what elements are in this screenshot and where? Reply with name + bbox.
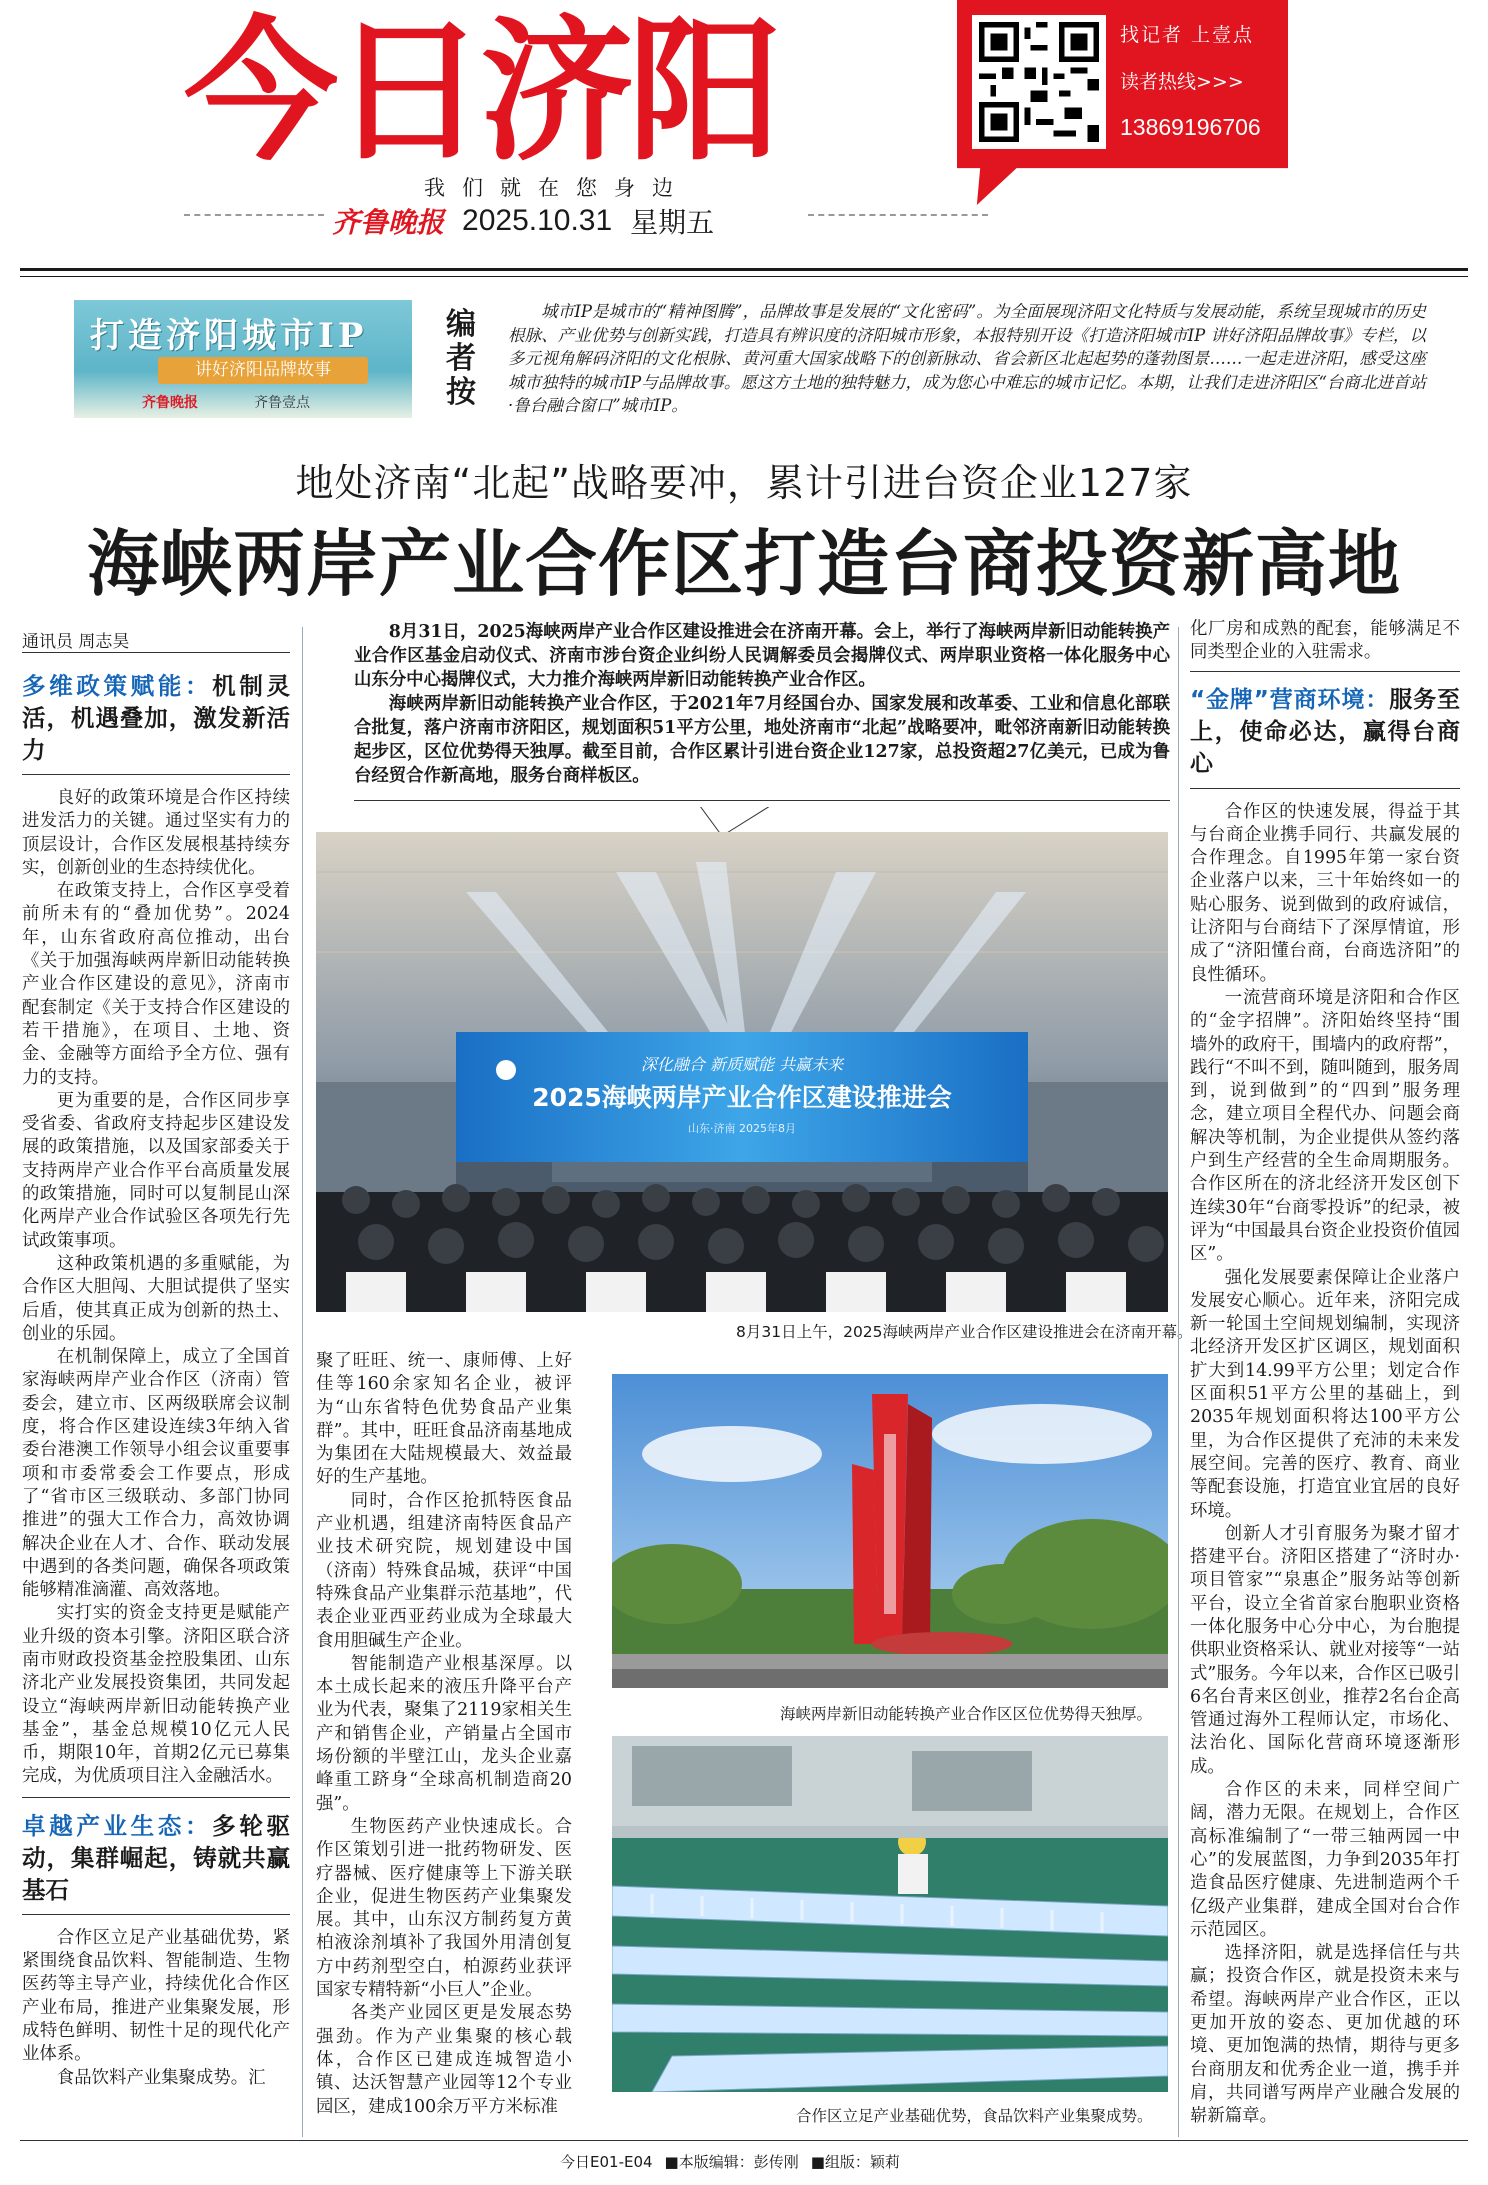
divider — [184, 214, 324, 216]
weekday: 星期五 — [630, 206, 715, 239]
editor-note-label: 编者按 — [446, 307, 476, 410]
byline: 通讯员 周志昊 — [22, 632, 130, 652]
column-subtitle: 讲好济阳品牌故事 — [158, 357, 368, 384]
paper-name: 齐鲁晚报 — [332, 206, 445, 239]
app-logo: 齐鲁壹点 — [254, 395, 310, 411]
subhead-rest: 服务至上，使命必达，赢得台商心 — [1190, 686, 1461, 777]
subhead-lead: 卓越产业生态： — [22, 1811, 213, 1840]
column-3 — [1190, 618, 1460, 2129]
subhead-lead: 多维政策赋能： — [22, 672, 213, 700]
slogan: 我们就在您身边 — [424, 176, 690, 200]
divider — [20, 268, 1468, 271]
paragraph: 生物医药产业快速成长。合作区策划引进一批药物研发、医疗器械、医疗健康等上下游关联企业，促进生物医药产业集聚发展。其中，山东汉方制药复方黄柏液涂剂填补了我国外用清创复方中药剂型空白，柏源药业获评国家专精特新“小巨人”企业。 — [316, 1816, 572, 2001]
divider — [354, 800, 1170, 801]
screen-slogan: 深化融合 新质赋能 共赢未来 — [640, 1055, 844, 1074]
column-2 — [316, 1350, 572, 2119]
paragraph: 合作区立足产业基础优势，紧紧围绕食品饮料、智能制造、生物医药等主导产业，持续优化合作区产业布局，推进产业集聚发展，形成特色鲜明、韧性十足的现代化产业体系。 — [22, 1927, 290, 2065]
hotline-phone[interactable]: 13869196706 — [1120, 114, 1261, 140]
paragraph: 一流营商环境是济阳和合作区的“金字招牌”。济阳始终坚持“围墙外的政府干，围墙内的政府帮”，践行“不叫不到，随叫随到，服务周到，说到做到”的“四到”服务理念，建立项目全程代办、问题会商解决等机制，为企业提供从签约落户到生产经营的全生命周期服务。合作区所在的济北经济开发区创下连续30年“台商零投诉”的纪录，被评为“中国最具台资企业投资价值园区”。 — [1190, 987, 1460, 1265]
section-subhead — [22, 670, 290, 766]
column-title: 打造济阳城市IP — [90, 316, 368, 356]
paragraph: 强化发展要素保障让企业落户发展安心顺心。近年来，济阳完成新一轮国土空间规划编制，实现济北经济开发区扩区调区，规划面积扩大到14.99平方公里；划定合作区面积51平方公里的基础上，到2035年规划面积将达100平方公里，为合作区提供了充沛的未来发展空间。完善的医疗、教育、商业等配套设施，打造宜业宜居的良好环境。 — [1190, 1267, 1460, 1521]
lead-paragraph: 8月31日，2025海峡两岸产业合作区建设推进会在济南开幕。会上，举行了海峡两岸新旧动能转换产业合作区基金启动仪式、济南市涉台资企业纠纷人民调解委员会揭牌仪式、两岸职业资格一体化服务中心山东分中心揭牌仪式，大力推介海峡两岸新旧动能转换产业合作区。 — [354, 622, 1170, 690]
paragraph: 化厂房和成熟的配套，能够满足不同类型企业的入驻需求。 — [1190, 619, 1460, 663]
divider — [20, 2140, 1468, 2141]
divider — [1190, 671, 1460, 672]
divider — [808, 214, 988, 216]
layout-credit: ■组版：颖莉 — [810, 2153, 900, 2171]
divider — [22, 774, 290, 775]
photo-caption: 合作区立足产业基础优势，食品饮料产业集聚成势。 — [796, 2107, 1153, 2125]
subhead-rest: 机制灵活，机遇叠加，激发新活力 — [22, 672, 291, 764]
column-divider — [302, 627, 303, 2137]
kicker: 地处济南“北起”战略要冲，累计引进台资企业127家 — [295, 461, 1193, 505]
landmark-photo — [612, 1374, 1168, 1688]
paragraph: 同时，合作区抢抓特医食品产业机遇，组建济南特医食品产业技术研究院，规划建设中国（济南）特殊食品城，获评“中国特殊食品产业集群示范基地”，代表企业亚西亚药业成为全球最大食用胆碱生产企业。 — [316, 1490, 572, 1651]
lead-paragraphs — [354, 620, 1170, 788]
hotline-slogan: 找记者 上壹点 — [1120, 24, 1255, 46]
paragraph: 选择济阳，就是选择信任与共赢；投资合作区，就是投资未来与希望。海峡两岸产业合作区，正以更加开放的姿态、更加优越的环境、更加饱满的热情，期待与更多台商朋友和优秀企业一道，携手并肩，共同谱写两岸产业融合发展的崭新篇章。 — [1190, 1943, 1460, 2127]
editor-credit: ■本版编辑：彭传刚 — [664, 2153, 799, 2171]
screen-venue: 山东·济南 2025年8月 — [688, 1122, 796, 1135]
divider — [22, 1914, 290, 1915]
paragraph: 创新人才引育服务为聚才留才搭建平台。济阳区搭建了“济时办·项目管家”“泉惠企”服务站等创新平台，设立全省首家台胞职业资格一体化服务中心分中心，为台胞提供职业资格采认、就业对接等“一站式”服务。今年以来，合作区已吸引6名台青来区创业，推荐2名台企高管通过海外工程师认定，市场化、法治化、国际化营商环境逐渐形成。 — [1190, 1523, 1460, 1777]
screen-title: 2025海峡两岸产业合作区建设推进会 — [532, 1083, 952, 1112]
column-divider — [1178, 627, 1179, 2137]
paragraph: 聚了旺旺、统一、康师傅、上好佳等160余家知名企业，被评为“山东省特色优势食品产业集群”。其中，旺旺食品济南基地成为集团在大陆规模最大、效益最好的生产基地。 — [316, 1351, 572, 1488]
photo-caption: 海峡两岸新旧动能转换产业合作区区位优势得天独厚。 — [780, 1705, 1153, 1723]
reader-hotline — [1120, 20, 1261, 141]
subhead-lead: “金牌”营商环境： — [1190, 686, 1390, 713]
section-subhead — [22, 1810, 290, 1906]
page-footer — [560, 2151, 900, 2172]
paragraph: 这种政策机遇的多重赋能，为合作区大胆闯、大胆试提供了坚实后盾，使其真正成为创新的热土、创业的乐园。 — [22, 1253, 290, 1344]
paragraph: 实打实的资金支持更是赋能产业升级的资本引擎。济阳区联合济南市财政投资基金控股集团、山东济北产业发展投资集团，共同发起设立“海峡两岸新旧动能转换产业基金”，基金总规模10亿元人民币，期限10年，首期2亿元已募集完成，为优质项目注入金融活水。 — [22, 1603, 290, 1787]
paragraph: 智能制造产业根基深厚。以本土成长起来的液压升降平台产业为代表，聚集了2119家相关生产和销售企业，产销量占全国市场份额的半壁江山，龙头企业嘉峰重工跻身“全球高机制造商20强”。 — [316, 1653, 572, 1814]
paragraph: 合作区的未来，同样空间广阔，潜力无限。在规划上，合作区高标准编制了“一带三轴两园一中心”的发展蓝图，力争到2035年打造食品医疗健康、先进制造两个千亿级产业集群，建成全国对台合作示范园区。 — [1190, 1780, 1460, 1940]
dateline — [332, 202, 714, 240]
paragraph: 在机制保障上，成立了全国首家海峡两岸产业合作区（济南）管委会，建立市、区两级联席会议制度，将合作区建设连续3年纳入省委台港澳工作领导小组会议重要事项和市委常委会工作要点，形成了“省市区三级联动、多部门协同推进”的强大工作合力，高效协调解决企业在人才、合作、联动发展中遇到的各类问题，确保各项政策能够精准滴灌、高效落地。 — [22, 1347, 290, 1601]
paper-logo: 齐鲁晚报 — [142, 395, 198, 411]
divider — [22, 652, 290, 653]
divider — [22, 1797, 290, 1798]
paragraph: 良好的政策环境是合作区持续进发活力的关键。通过坚实有力的顶层设计，合作区发展根基持续夯实，创新创业的生态持续优化。 — [22, 788, 290, 878]
editor-note-text: 城市IP是城市的“精神图腾”，品牌故事是发展的“文化密码”。为全面展现济阳文化特质与发展动能，系统呈现城市的历史根脉、产业优势与创新实践，打造具有辨识度的济阳城市形象，本报特别开设《打造济阳城市IP 讲好济阳品牌故事》专栏，以多元视角解码济阳的文化根脉、黄河重大国家战略下的创新脉动、省会新区北起起势的蓬勃图景……一起走进济阳，感受这座城市独特的城市IP与品牌故事。愿这方土地的独特魅力，成为您心中难忘的城市记忆。本期，让我们走进济阳区“台商北进首站·鲁台融合窗口”城市IP。 — [508, 302, 1426, 415]
issue-date: 2025.10.31 — [462, 204, 613, 237]
column-1 — [22, 670, 290, 2090]
lead-paragraph: 海峡两岸新旧动能转换产业合作区，于2021年7月经国台办、国家发展和改革委、工业和信息化部联合批复，落户济南市济阳区，规划面积51平方公里，地处济南市“北起”战略要冲，毗邻济南新旧动能转换起步区，区位优势得天独厚。截至目前，合作区累计引进台资企业127家，总投资超27亿美元，已成为鲁台经贸合作新高地，服务台商样板区。 — [354, 694, 1170, 786]
conference-photo — [316, 832, 1168, 1312]
hotline-label: 读者热线>>> — [1120, 71, 1244, 93]
photo-caption: 8月31日上午，2025海峡两岸产业合作区建设推进会在济南开幕。 — [736, 1323, 1193, 1341]
paragraph: 更为重要的是，合作区同步享受省委、省政府支持起步区建设发展的政策措施，以及国家部委关于支持两岸产业合作平台高质量发展的政策措施，同时可以复制昆山深化两岸产业合作试验区各项先行先试政策事项。 — [22, 1090, 290, 1251]
paragraph: 合作区的快速发展，得益于其与台商企业携手同行、共赢发展的合作理念。自1995年第一家台资企业落户以来，三十年始终如一的贴心服务、说到做到的政府诚信，让济阳与台商结下了深厚情谊，形成了“济阳懂台商，台商选济阳”的良性循环。 — [1190, 801, 1460, 985]
factory-photo — [612, 1736, 1168, 2092]
paragraph: 各类产业园区更是发展态势强劲。作为产业集聚的核心载体，合作区已建成连城智造小镇、达沃智慧产业园等12个专业园区，建成100余万平方米标准 — [316, 2003, 572, 2117]
column-banner — [74, 300, 412, 418]
divider — [20, 276, 1468, 277]
page-range: 今日E01-E04 — [560, 2153, 653, 2171]
paragraph: 在政策支持上，合作区享受着前所未有的“叠加优势”。2024年，山东省政府高位推动，出台《关于加强海峡两岸新旧动能转换产业合作区建设的意见》，济南市配套制定《关于支持合作区建设的若干措施》，在项目、土地、资金、金融等方面给予全方位、强有力的支持。 — [22, 881, 290, 1088]
section-subhead — [1190, 684, 1460, 780]
divider — [1190, 788, 1460, 789]
paragraph: 食品饮料产业集聚成势。汇 — [56, 2067, 266, 2088]
qr-code-icon[interactable] — [972, 15, 1106, 149]
subhead-rest: 多轮驱动，集群崛起，铸就共赢基石 — [22, 1811, 291, 1904]
masthead-logo: 今日济阳 — [184, 3, 777, 182]
headline: 海峡两岸产业合作区打造台商投资新高地 — [86, 521, 1401, 606]
